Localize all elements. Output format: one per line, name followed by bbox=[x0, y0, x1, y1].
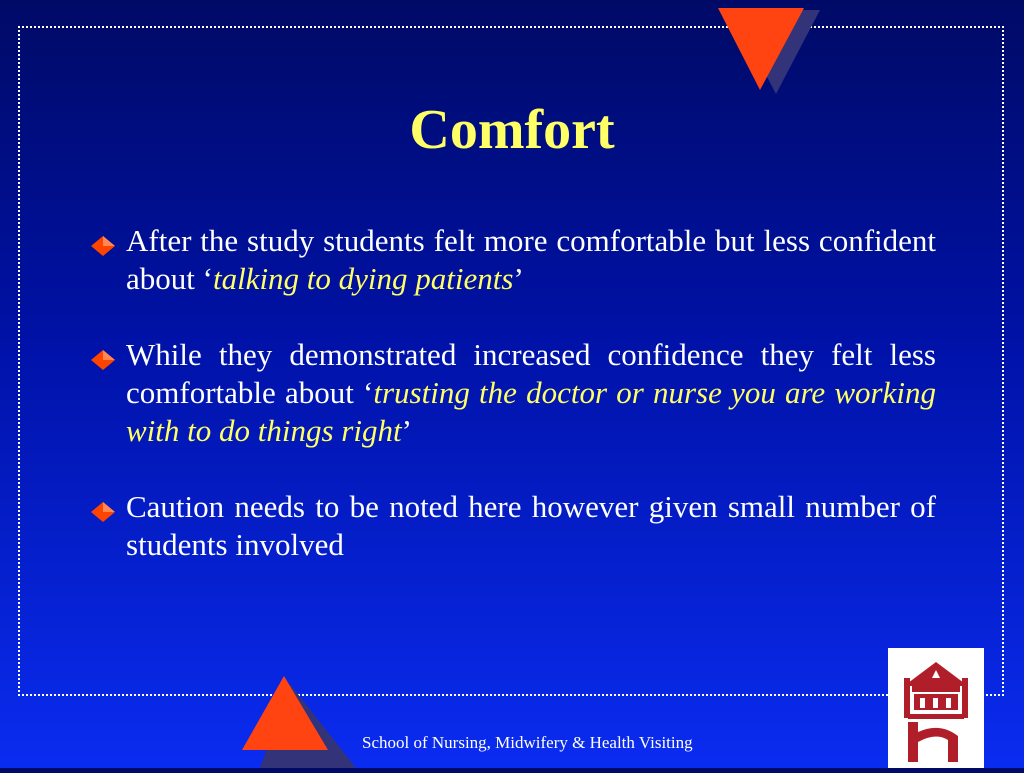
bullet-text-emphasis: trusting the doctor or nurse you are working with to do things right bbox=[126, 375, 936, 448]
bullet-item bbox=[90, 336, 936, 450]
bullet-list bbox=[90, 222, 936, 602]
bullet-text-plain: Caution needs to be noted here however given small number of students involved bbox=[126, 489, 936, 562]
bullet-text-close: ’ bbox=[401, 413, 412, 448]
bullet-text-emphasis: talking to dying patients bbox=[212, 261, 514, 296]
bullet-text-plain: While they demonstrated increased confidence they felt less comfortable about ‘ bbox=[126, 337, 936, 410]
bullet-text-close: ’ bbox=[513, 261, 524, 296]
bullet-text bbox=[126, 222, 936, 298]
slide-title: Comfort bbox=[409, 99, 615, 161]
diamond-bullet-icon bbox=[90, 222, 126, 298]
diamond-bullet-icon bbox=[90, 336, 126, 450]
bullet-text bbox=[126, 336, 936, 450]
top-triangle-icon bbox=[712, 6, 824, 98]
bullet-text-plain: After the study students felt more comfortable but less confident about ‘ bbox=[126, 223, 936, 296]
bullet-item bbox=[90, 488, 936, 564]
diamond-bullet-icon bbox=[90, 488, 126, 564]
university-crest-logo bbox=[888, 648, 984, 768]
bullet-text bbox=[126, 488, 936, 564]
footer-school-name: School of Nursing, Midwifery & Health Visiting bbox=[362, 733, 693, 752]
bullet-item bbox=[90, 222, 936, 298]
bottom-triangle-icon bbox=[238, 672, 358, 768]
